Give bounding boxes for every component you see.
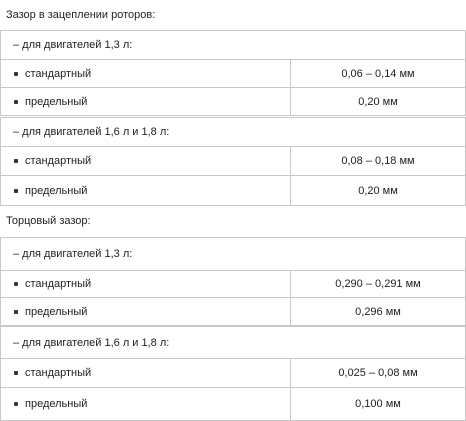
group-label: – для двигателей 1,6 л и 1,8 л: (13, 126, 170, 138)
row-value: 0,296 мм (290, 298, 465, 325)
row-value: 0,20 мм (290, 88, 465, 115)
bullet-icon (14, 371, 18, 375)
table-row (0, 147, 466, 176)
group-row-1-3 (0, 30, 466, 60)
table-row (0, 60, 466, 88)
bullet-icon (14, 402, 18, 406)
row-value: 0,290 – 0,291 мм (290, 271, 465, 297)
section-title: Зазор в зацеплении роторов: (6, 9, 156, 21)
bullet-icon (14, 310, 18, 314)
bullet-icon (14, 159, 18, 163)
group-label: – для двигателей 1,3 л: (13, 248, 133, 260)
row-label: стандартный (13, 60, 290, 87)
section-title-rotor-mesh (0, 0, 466, 30)
row-value: 0,06 – 0,14 мм (290, 60, 465, 87)
row-label: предельный (13, 388, 290, 420)
group-label: – для двигателей 1,6 л и 1,8 л: (13, 336, 170, 349)
row-value: 0,025 – 0,08 мм (290, 359, 465, 387)
table-row (0, 176, 466, 206)
row-label: предельный (13, 88, 290, 115)
bullet-icon (14, 282, 18, 286)
table-row (0, 359, 466, 388)
table-row (0, 298, 466, 326)
table-row (0, 88, 466, 116)
section-title-end-gap (0, 206, 466, 236)
group-row-1-6-1-8 (0, 326, 466, 359)
row-label: стандартный (13, 359, 290, 387)
row-value: 0,08 – 0,18 мм (290, 147, 465, 175)
row-label: предельный (13, 298, 290, 325)
section-title: Торцовый зазор: (6, 215, 91, 227)
group-row-1-6-1-8 (0, 117, 466, 147)
group-label: – для двигателей 1,3 л: (13, 39, 133, 51)
bullet-icon (14, 72, 18, 76)
row-value: 0,100 мм (290, 388, 465, 420)
group-row-1-3 (0, 237, 466, 271)
bullet-icon (14, 189, 18, 193)
row-label: стандартный (13, 271, 290, 297)
table-row (0, 271, 466, 298)
row-label: предельный (13, 176, 290, 205)
row-label: стандартный (13, 147, 290, 175)
bullet-icon (14, 100, 18, 104)
row-value: 0,20 мм (290, 176, 465, 205)
table-row (0, 388, 466, 421)
